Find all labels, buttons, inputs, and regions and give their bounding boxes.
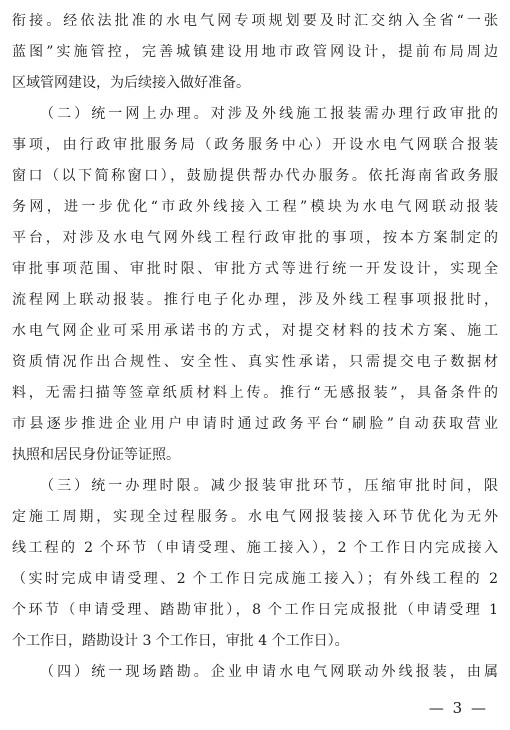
text-line: 平台，对涉及水电气网外线工程行政审批的事项，按本方案制定的 (12, 230, 498, 246)
text-line: 蓝图”实施管控，完善城镇建设用地市政管网设计，提前布局周边 (12, 44, 498, 60)
text-line: 流程网上联动报装。推行电子化办理，涉及外线工程事项报批时， (12, 292, 498, 308)
text-line: 市县逐步推进企业用户申请时通过政务平台“刷脸”自动获取营业 (12, 416, 498, 432)
text-line: 个工作日，踏勘设计 3 个工作日，审批 4 个工作日）。 (12, 633, 349, 649)
text-line: 水电气网企业可采用承诺书的方式，对提交材料的技术方案、施工 (12, 323, 498, 339)
text-line: 料，无需扫描等签章纸质材料上传。推行“无感报装”，具备条件的 (12, 385, 498, 401)
text-line: 区域管网建设，为后续接入做好准备。 (12, 75, 250, 91)
text-line: （实时完成申请受理、2 个工作日完成施工接入）；有外线工程的 2 (12, 571, 498, 587)
section-heading-line: （三）统一办理时限。减少报装审批环节，压缩审批时间，限 (40, 478, 498, 494)
section-heading-line: （二）统一网上办理。对涉及外线施工报装需办理行政审批的 (40, 106, 498, 122)
section-heading-line: （四）统一现场踏勘。企业申请水电气网联动外线报装，由属 (40, 664, 498, 680)
text-line: 审批事项范围、审批时限、审批方式等进行统一开发设计，实现全 (12, 261, 498, 277)
text-line: 资质情况作出合规性、安全性、真实性承诺，只需提交电子数据材 (12, 354, 498, 370)
text-line: 线工程的 2 个环节（申请受理、施工接入），2 个工作日内完成接入 (12, 540, 498, 556)
text-line: 务网，进一步优化“市政外线接入工程”模块为水电气网联动报装 (12, 199, 498, 215)
text-line: 窗口（以下简称窗口），鼓励提供帮办代办服务。依托海南省政务服 (12, 168, 498, 184)
page-number: — 3 — (428, 699, 488, 717)
text-line: 衔接。经依法批准的水电气网专项规划要及时汇交纳入全省“一张 (12, 13, 498, 29)
text-line: 个环节（申请受理、踏勘审批），8 个工作日完成报批（申请受理 1 (12, 602, 498, 618)
text-line: 事项，由行政审批服务局（政务服务中心）开设水电气网联合报装 (12, 137, 498, 153)
text-line: 定施工周期，实现全过程服务。水电气网报装接入环节优化为无外 (12, 509, 498, 525)
text-line: 执照和居民身份证等证照。 (12, 447, 180, 463)
document-body (12, 6, 498, 688)
